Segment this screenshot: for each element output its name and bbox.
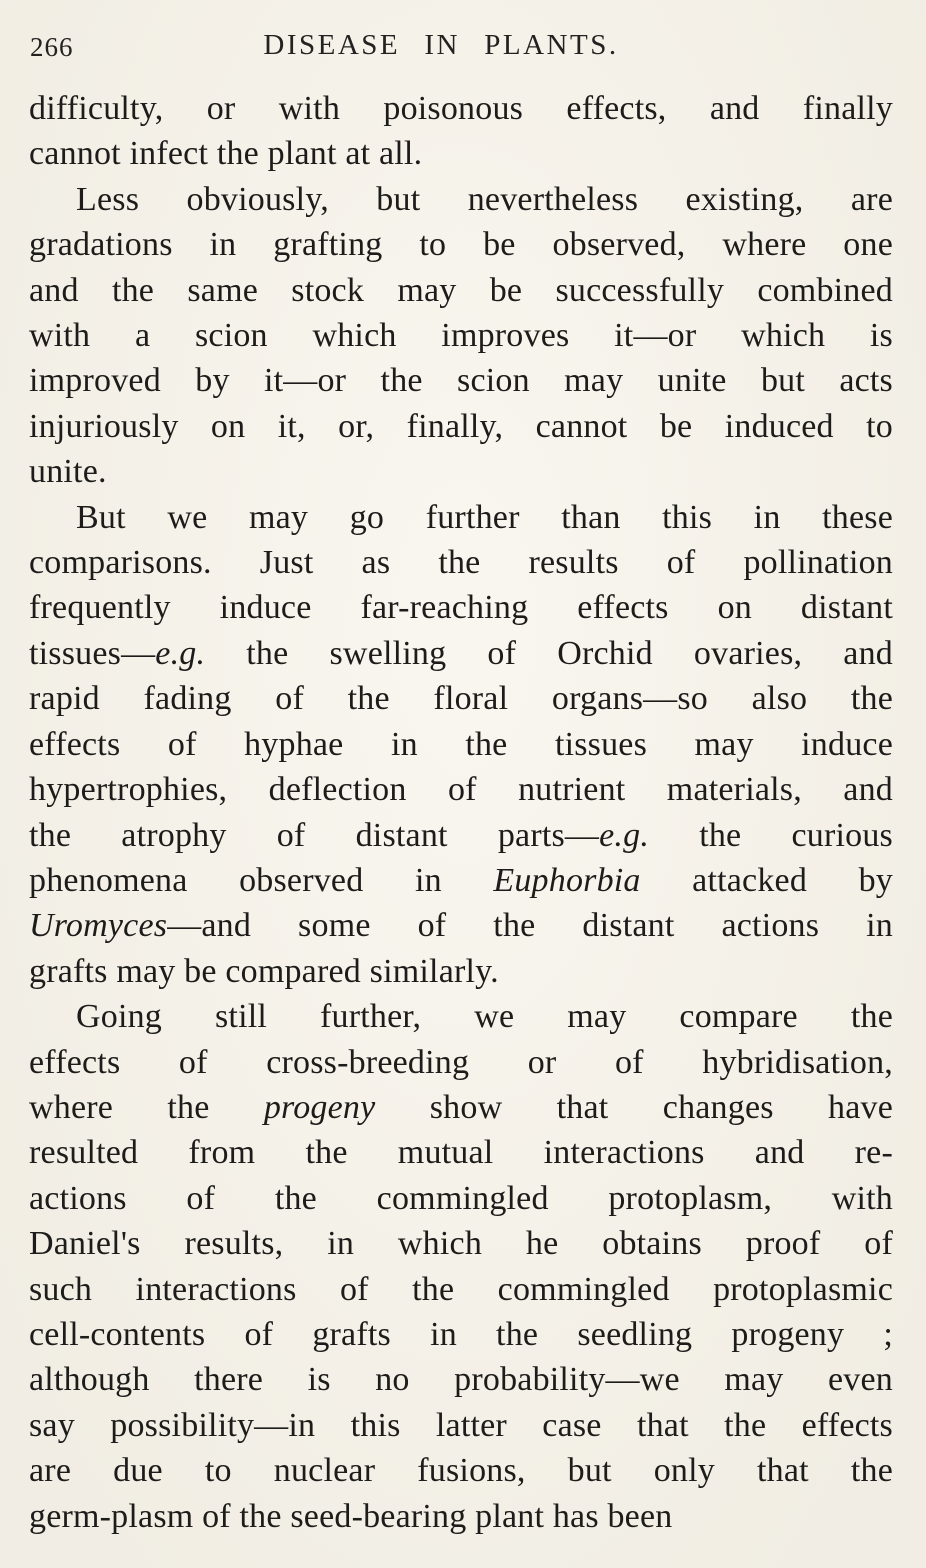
text-line — [29, 1176, 893, 1221]
text-segment: unite. — [29, 453, 107, 491]
text-line — [29, 268, 893, 313]
italic-text: Uromyces — [29, 907, 168, 945]
text-segment: with a scion which improves it—or which is — [29, 317, 893, 355]
text-segment: the atrophy of distant parts— — [29, 816, 600, 854]
text-line — [29, 994, 893, 1039]
paragraph — [29, 495, 893, 994]
text-segment: attacked by — [640, 861, 893, 899]
text-segment: resulted from the mutual interactions and re- — [29, 1134, 893, 1172]
text-segment: improved by it—or the scion may unite but acts — [29, 362, 893, 400]
text-segment: Less obviously, but nevertheless existing, are — [76, 180, 893, 218]
text-line — [29, 767, 893, 812]
text-line — [29, 585, 893, 630]
text-line — [29, 1312, 893, 1357]
text-line — [29, 358, 893, 403]
text-segment: effects of hyphae in the tissues may induce — [29, 725, 893, 763]
text-segment: —and some of the distant actions in — [167, 907, 893, 945]
text-segment: Going still further, we may compare the — [76, 998, 893, 1036]
text-segment: gradations in grafting to be observed, where one — [29, 226, 893, 264]
text-line — [29, 1357, 893, 1402]
page-number: 266 — [30, 32, 74, 62]
paragraph — [29, 994, 893, 1539]
text-line — [29, 631, 893, 676]
text-line — [29, 1040, 893, 1085]
text-segment: the curious — [649, 816, 893, 854]
text-segment: phenomena observed in — [29, 861, 494, 899]
text-line — [29, 1267, 893, 1312]
italic-text: Euphorbia — [493, 861, 641, 899]
text-segment: the swelling of Orchid ovaries, and — [205, 634, 893, 672]
page-header — [29, 24, 893, 70]
italic-text: e.g. — [155, 634, 206, 672]
text-segment: effects of cross-breeding or of hybridisation, — [29, 1043, 893, 1081]
text-line — [29, 1221, 893, 1266]
text-segment: grafts may be compared similarly. — [29, 952, 499, 990]
italic-text: e.g. — [599, 816, 650, 854]
text-segment: germ-plasm of the seed-bearing plant has been — [29, 1497, 673, 1535]
text-line — [29, 313, 893, 358]
text-line — [29, 949, 893, 994]
text-segment: show that changes have — [375, 1088, 893, 1126]
text-segment: frequently induce far-reaching effects on distant — [29, 589, 893, 627]
text-segment: where the — [29, 1088, 264, 1126]
text-segment: tissues— — [29, 634, 156, 672]
text-segment: Daniel's results, in which he obtains proof of — [29, 1225, 893, 1263]
text-line — [29, 1403, 893, 1448]
text-line — [29, 1448, 893, 1493]
text-segment: cannot infect the plant at all. — [29, 135, 423, 173]
text-segment: are due to nuclear fusions, but only that the — [29, 1452, 893, 1490]
paragraph — [29, 177, 893, 495]
page-body — [29, 86, 893, 1539]
text-segment: hypertrophies, deflection of nutrient materials, and — [29, 771, 893, 809]
text-line — [29, 858, 893, 903]
text-line — [29, 177, 893, 222]
text-segment: say possibility—in this latter case that the effects — [29, 1406, 893, 1444]
text-segment: such interactions of the commingled protoplasmic — [29, 1270, 893, 1308]
text-segment: rapid fading of the floral organs—so also the — [29, 680, 893, 718]
text-segment: difficulty, or with poisonous effects, and finally — [29, 90, 893, 127]
text-line — [29, 1494, 893, 1539]
text-segment: comparisons. Just as the results of pollination — [29, 544, 893, 582]
text-line — [29, 222, 893, 267]
text-line — [29, 676, 893, 721]
text-segment: actions of the commingled protoplasm, with — [29, 1179, 893, 1217]
text-segment: But we may go further than this in these — [76, 498, 893, 536]
text-segment: and the same stock may be successfully combined — [29, 271, 893, 309]
text-line — [29, 404, 893, 449]
text-segment: although there is no probability—we may even — [29, 1361, 893, 1399]
text-line — [29, 1130, 893, 1175]
text-line — [29, 540, 893, 585]
text-line — [29, 813, 893, 858]
text-segment: cell-contents of grafts in the seedling progeny ; — [29, 1315, 893, 1353]
text-line — [29, 86, 893, 131]
text-line — [29, 449, 893, 494]
text-line — [29, 495, 893, 540]
page-title: DISEASE IN PLANTS. — [263, 29, 619, 61]
text-line — [29, 722, 893, 767]
text-line — [29, 131, 893, 176]
text-segment: injuriously on it, or, finally, cannot be induced to — [29, 407, 893, 445]
text-line — [29, 1085, 893, 1130]
italic-text: progeny — [263, 1088, 376, 1126]
text-line — [29, 903, 893, 948]
paragraph — [29, 86, 893, 177]
